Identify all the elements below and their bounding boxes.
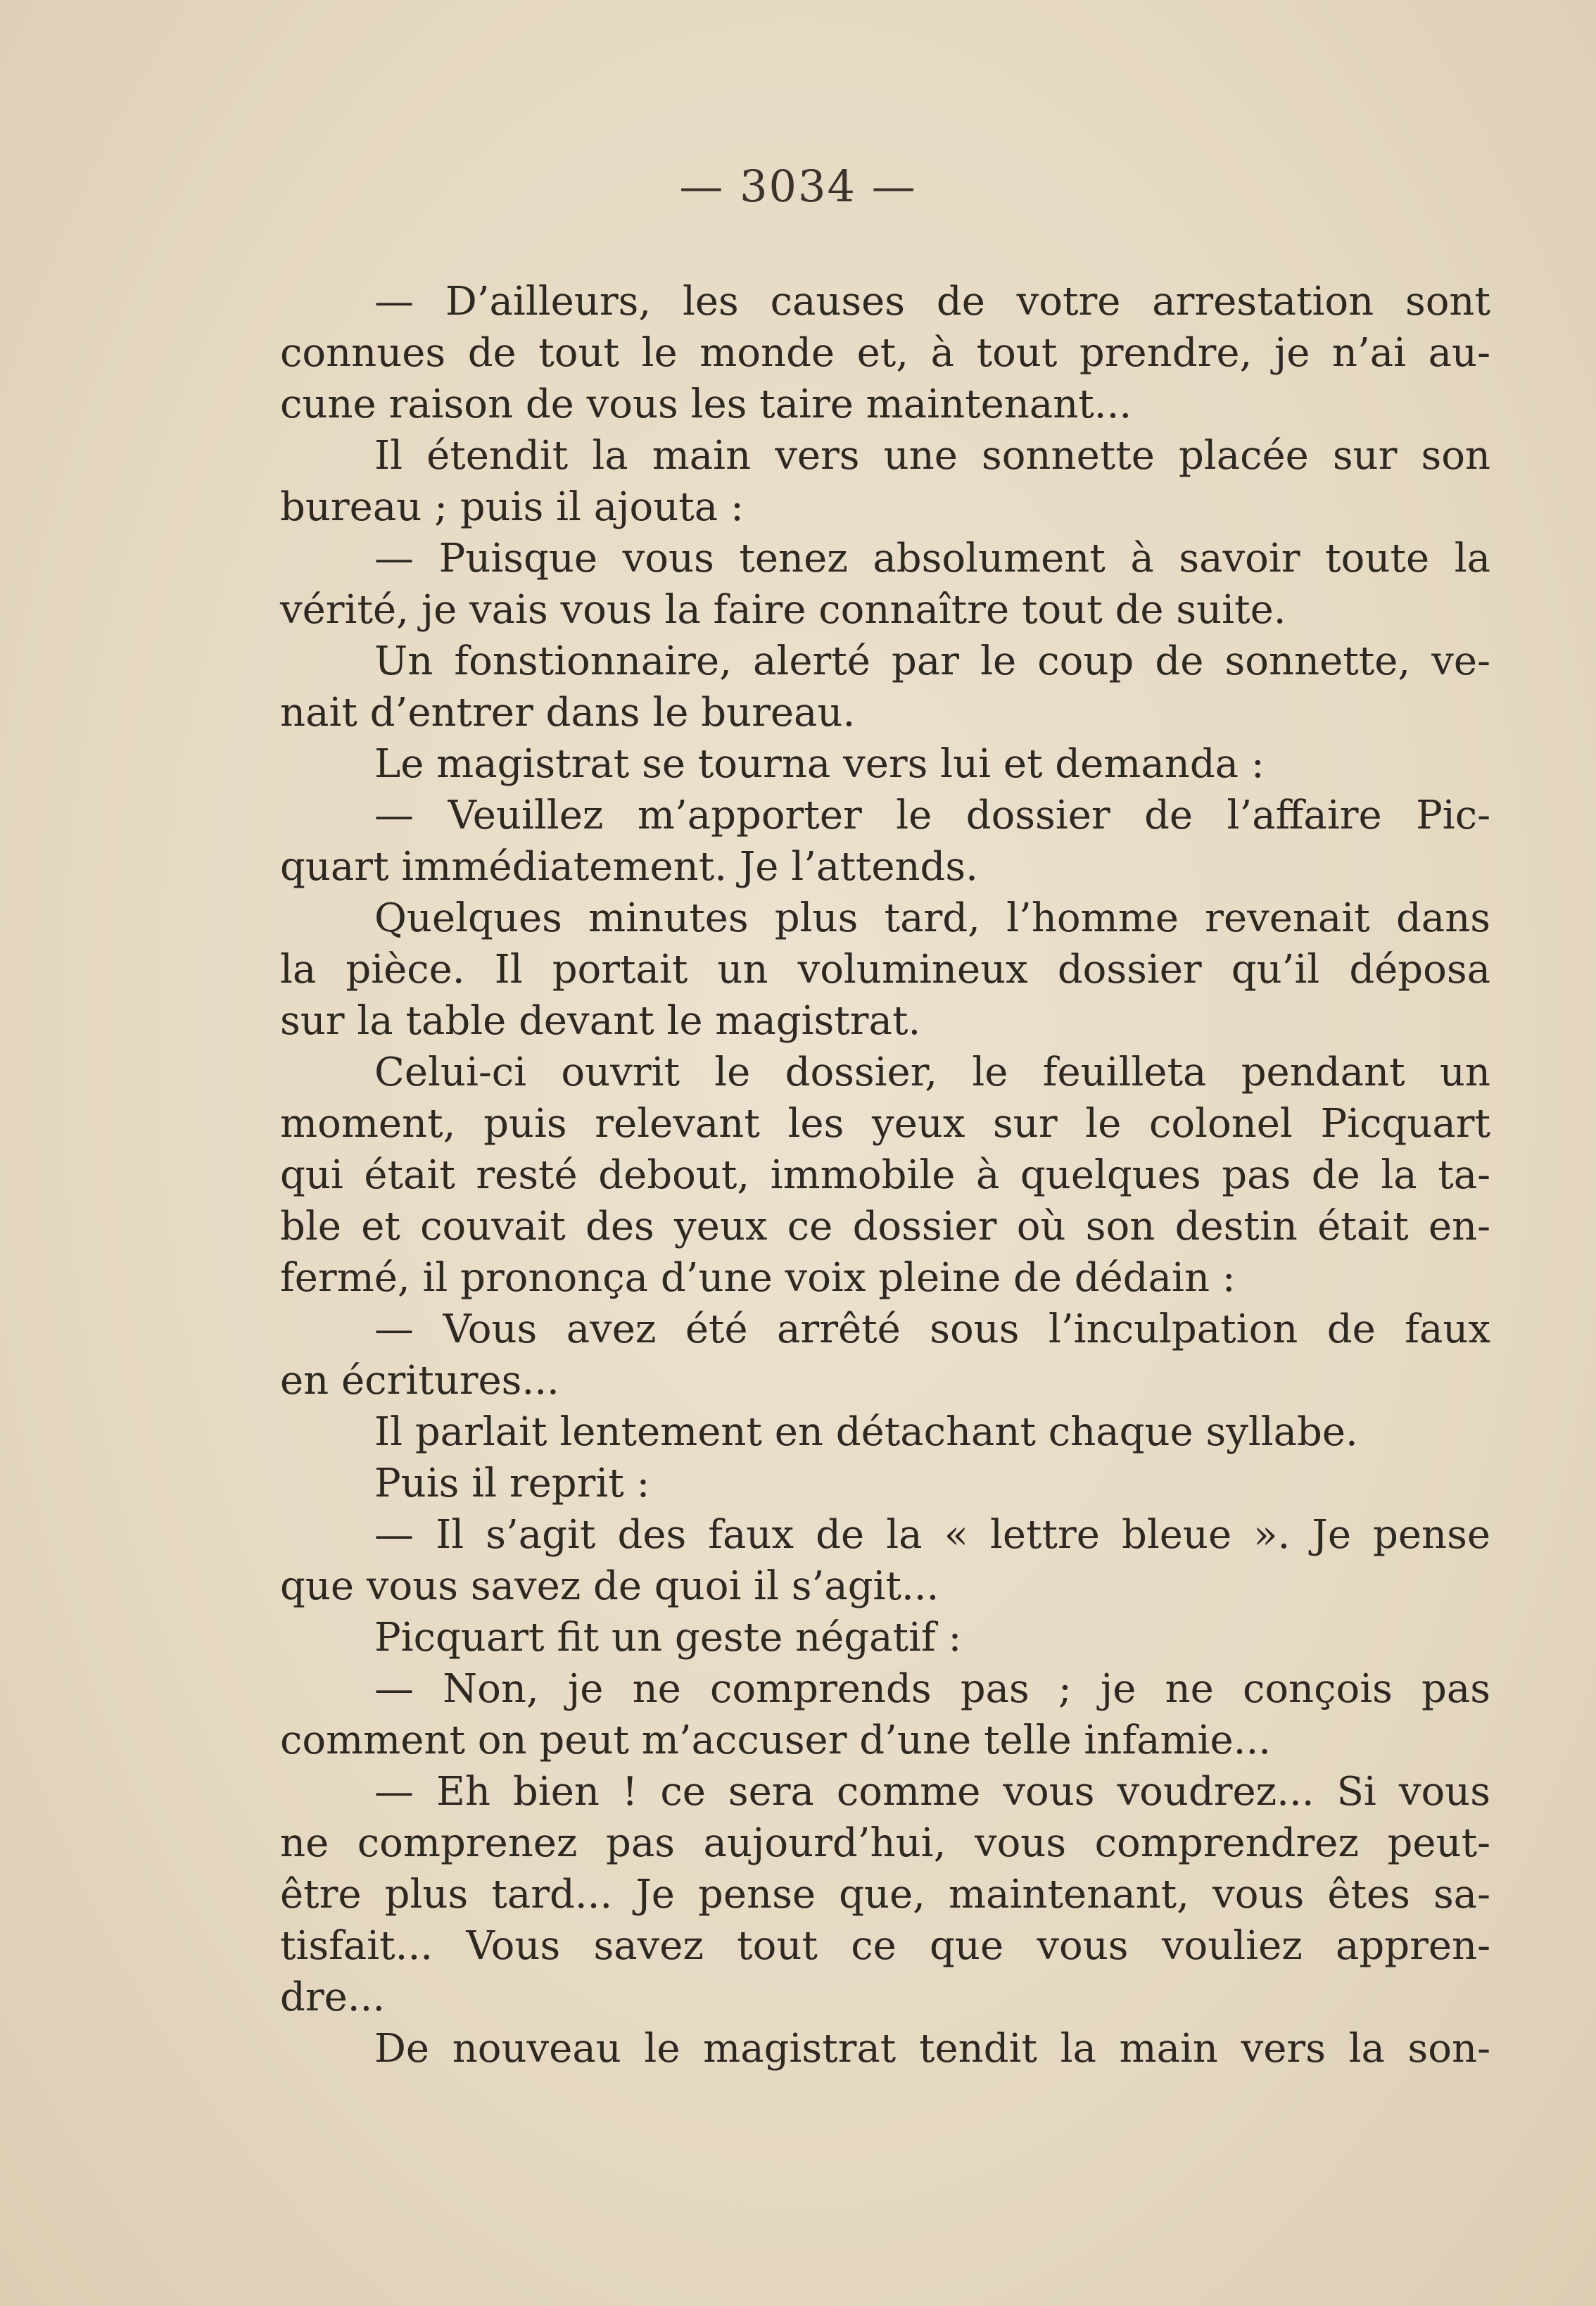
text-line: quart immédiatement. Je l’attends.	[280, 844, 978, 890]
text-line: qui était resté debout, immobile à quelques pas de la ta-	[280, 1152, 1490, 1198]
text-line: — Il s’agit des faux de la « lettre bleue ». Je pense	[374, 1512, 1490, 1558]
text-line: vérité, je vais vous la faire connaître tout de suite.	[280, 587, 1286, 633]
text-line: fermé, il prononça d’une voix pleine de dédain :	[280, 1255, 1236, 1301]
text-line: nait d’entrer dans le bureau.	[280, 690, 856, 736]
text-line: être plus tard... Je pense que, maintenant, vous êtes sa-	[280, 1872, 1490, 1917]
text-line: connues de tout le monde et, à tout prendre, je n’ai au-	[280, 330, 1490, 376]
text-line: — Veuillez m’apporter le dossier de l’affaire Pic-	[374, 793, 1490, 838]
text-line: moment, puis relevant les yeux sur le colonel Picquart	[280, 1101, 1490, 1147]
body-text	[280, 276, 1490, 2074]
text-line: — Puisque vous tenez absolument à savoir toute la	[374, 536, 1490, 581]
text-line: Picquart fit un geste négatif :	[374, 1615, 962, 1661]
text-line: Celui-ci ouvrit le dossier, le feuilleta pendant un	[374, 1050, 1490, 1095]
text-line: bureau ; puis il ajouta :	[280, 484, 744, 530]
text-line: Le magistrat se tourna vers lui et demanda :	[374, 741, 1265, 787]
text-line: ne comprenez pas aujourd’hui, vous comprendrez peut-	[280, 1820, 1490, 1866]
text-line: la pièce. Il portait un volumineux dossier qu’il déposa	[280, 947, 1490, 993]
text-line: comment on peut m’accuser d’une telle infamie...	[280, 1718, 1272, 1763]
text-line: ble et couvait des yeux ce dossier où son destin était en-	[280, 1204, 1490, 1249]
text-line: que vous savez de quoi il s’agit...	[280, 1563, 939, 1609]
text-line: Il parlait lentement en détachant chaque syllabe.	[374, 1409, 1358, 1455]
text-line: tisfait... Vous savez tout ce que vous vouliez appren-	[280, 1923, 1490, 1969]
text-line: dre...	[280, 1974, 386, 2020]
text-line: cune raison de vous les taire maintenant...	[280, 382, 1132, 427]
text-line: Puis il reprit :	[374, 1461, 650, 1506]
page-number: — 3034 —	[679, 160, 917, 212]
text-line: Quelques minutes plus tard, l’homme revenait dans	[374, 895, 1490, 941]
text-line: — Non, je ne comprends pas ; je ne conçois pas	[374, 1666, 1490, 1712]
text-line: Un fonstionnaire, alerté par le coup de sonnette, ve-	[374, 638, 1490, 684]
text-line: De nouveau le magistrat tendit la main vers la son-	[374, 2026, 1490, 2072]
text-line: — D’ailleurs, les causes de votre arrestation sont	[374, 279, 1490, 325]
text-line: — Eh bien ! ce sera comme vous voudrez... Si vous	[374, 1769, 1490, 1815]
text-line: Il étendit la main vers une sonnette placée sur son	[374, 433, 1490, 479]
text-line: sur la table devant le magistrat.	[280, 998, 921, 1044]
text-line: en écritures...	[280, 1358, 559, 1404]
text-line: — Vous avez été arrêté sous l’inculpation de faux	[374, 1306, 1490, 1352]
